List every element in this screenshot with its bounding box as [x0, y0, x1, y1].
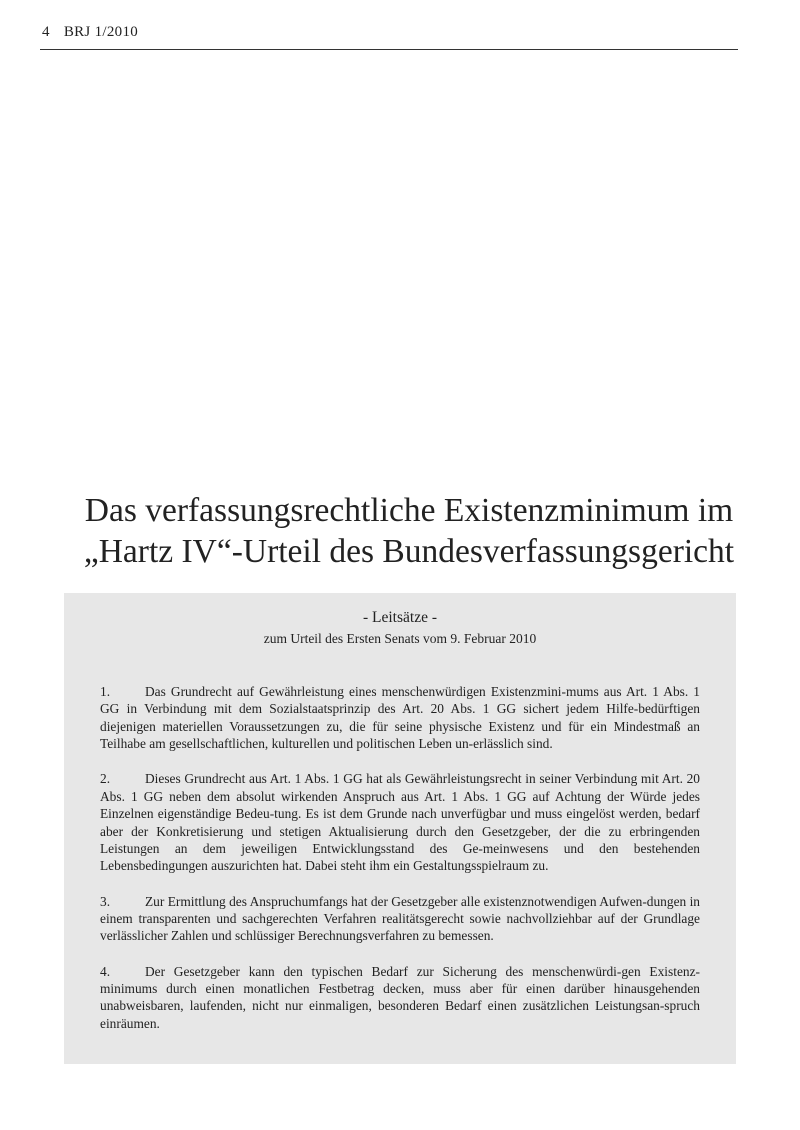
leitsatz-number: 2. [100, 771, 111, 787]
leitsaetze-heading: - Leitsätze - [362, 609, 437, 626]
leitsaetze-list [100, 683, 700, 1050]
leitsaetze-box [64, 593, 736, 1064]
leitsatz-item-3 [100, 893, 700, 945]
header-rule [40, 49, 738, 50]
article-title-line-2: „Hartz IV“-Urteil des Bundesverfassungsgericht [83, 533, 735, 570]
leitsaetze-subheading: zum Urteil des Ersten Senats vom 9. Februar 2010 [263, 631, 537, 646]
running-header [42, 24, 138, 41]
leitsatz-number: 4. [100, 963, 111, 979]
journal-issue: BRJ 1/2010 [63, 24, 139, 40]
leitsatz-number: 1. [100, 684, 111, 699]
leitsatz-text: Dieses Grundrecht aus Art. 1 Abs. 1 GG hat als Gewährleistungsrecht in seiner Verbindung mit Art. 20 Abs. 1 GG neben dem absolut wirkenden Anspruch aus Art. 1 Abs. 1 GG auf Achtung der Würde jedes Einzelnen eigenständige Bedeu-tung. Es ist dem Grunde nach unverfügbar und muss eingelöst werden, bedarf aber der Konkretisierung und stetigen Aktualisierung durch den Gesetzgeber, der die zu erbringenden Leistungen an dem jeweiligen Entwicklungsstand des Ge-meinwesens und den bestehenden Lebensbedingungen auszurichten hat. Dabei steht ihm ein Gestaltungsspielraum zu. [100, 771, 700, 874]
leitsatz-item-4 [100, 963, 700, 1033]
leitsatz-item-2 [100, 770, 700, 874]
article-title [40, 490, 778, 572]
article-title-line-1: Das verfassungsrechtliche Existenzminimum im [84, 492, 734, 529]
leitsatz-text: Der Gesetzgeber kann den typischen Bedarf zur Sicherung des menschenwürdi-gen Existenz-minimums durch einen monatlichen Festbetrag decken, muss aber für einen darüber hinausgehenden unabweisbaren, laufenden, nicht nur einmaligen, besonderen Bedarf einen zusätzlichen Leistungsan-spruch einräumen. [100, 963, 700, 1031]
page-number: 4 [42, 24, 50, 40]
leitsatz-text: Zur Ermittlung des Anspruchumfangs hat der Gesetzgeber alle existenznotwendigen Aufwen-dungen in einem transparenten und sachgerechten Verfahren realitätsgerecht sowie nachvollziehbar auf der Grundlage verlässlicher Zahlen und schlüssiger Berechnungsverfahren zu bemessen. [100, 893, 700, 944]
leitsatz-text: Das Grundrecht auf Gewährleistung eines menschenwürdigen Existenzmini-mums aus Art. 1 Abs. 1 GG in Verbindung mit dem Sozialstaatsprinzip des Art. 20 Abs. 1 GG sichert jedem Hilfe-bedürftigen diejenigen materiellen Voraussetzungen zu, die für seine physische Existenz und für ein Mindestmaß an Teilhabe am gesellschaftlichen, kulturellen und politischen Leben un-erlässlich sind. [100, 684, 700, 752]
leitsatz-number: 3. [100, 893, 111, 909]
leitsatz-item-1 [100, 683, 700, 753]
